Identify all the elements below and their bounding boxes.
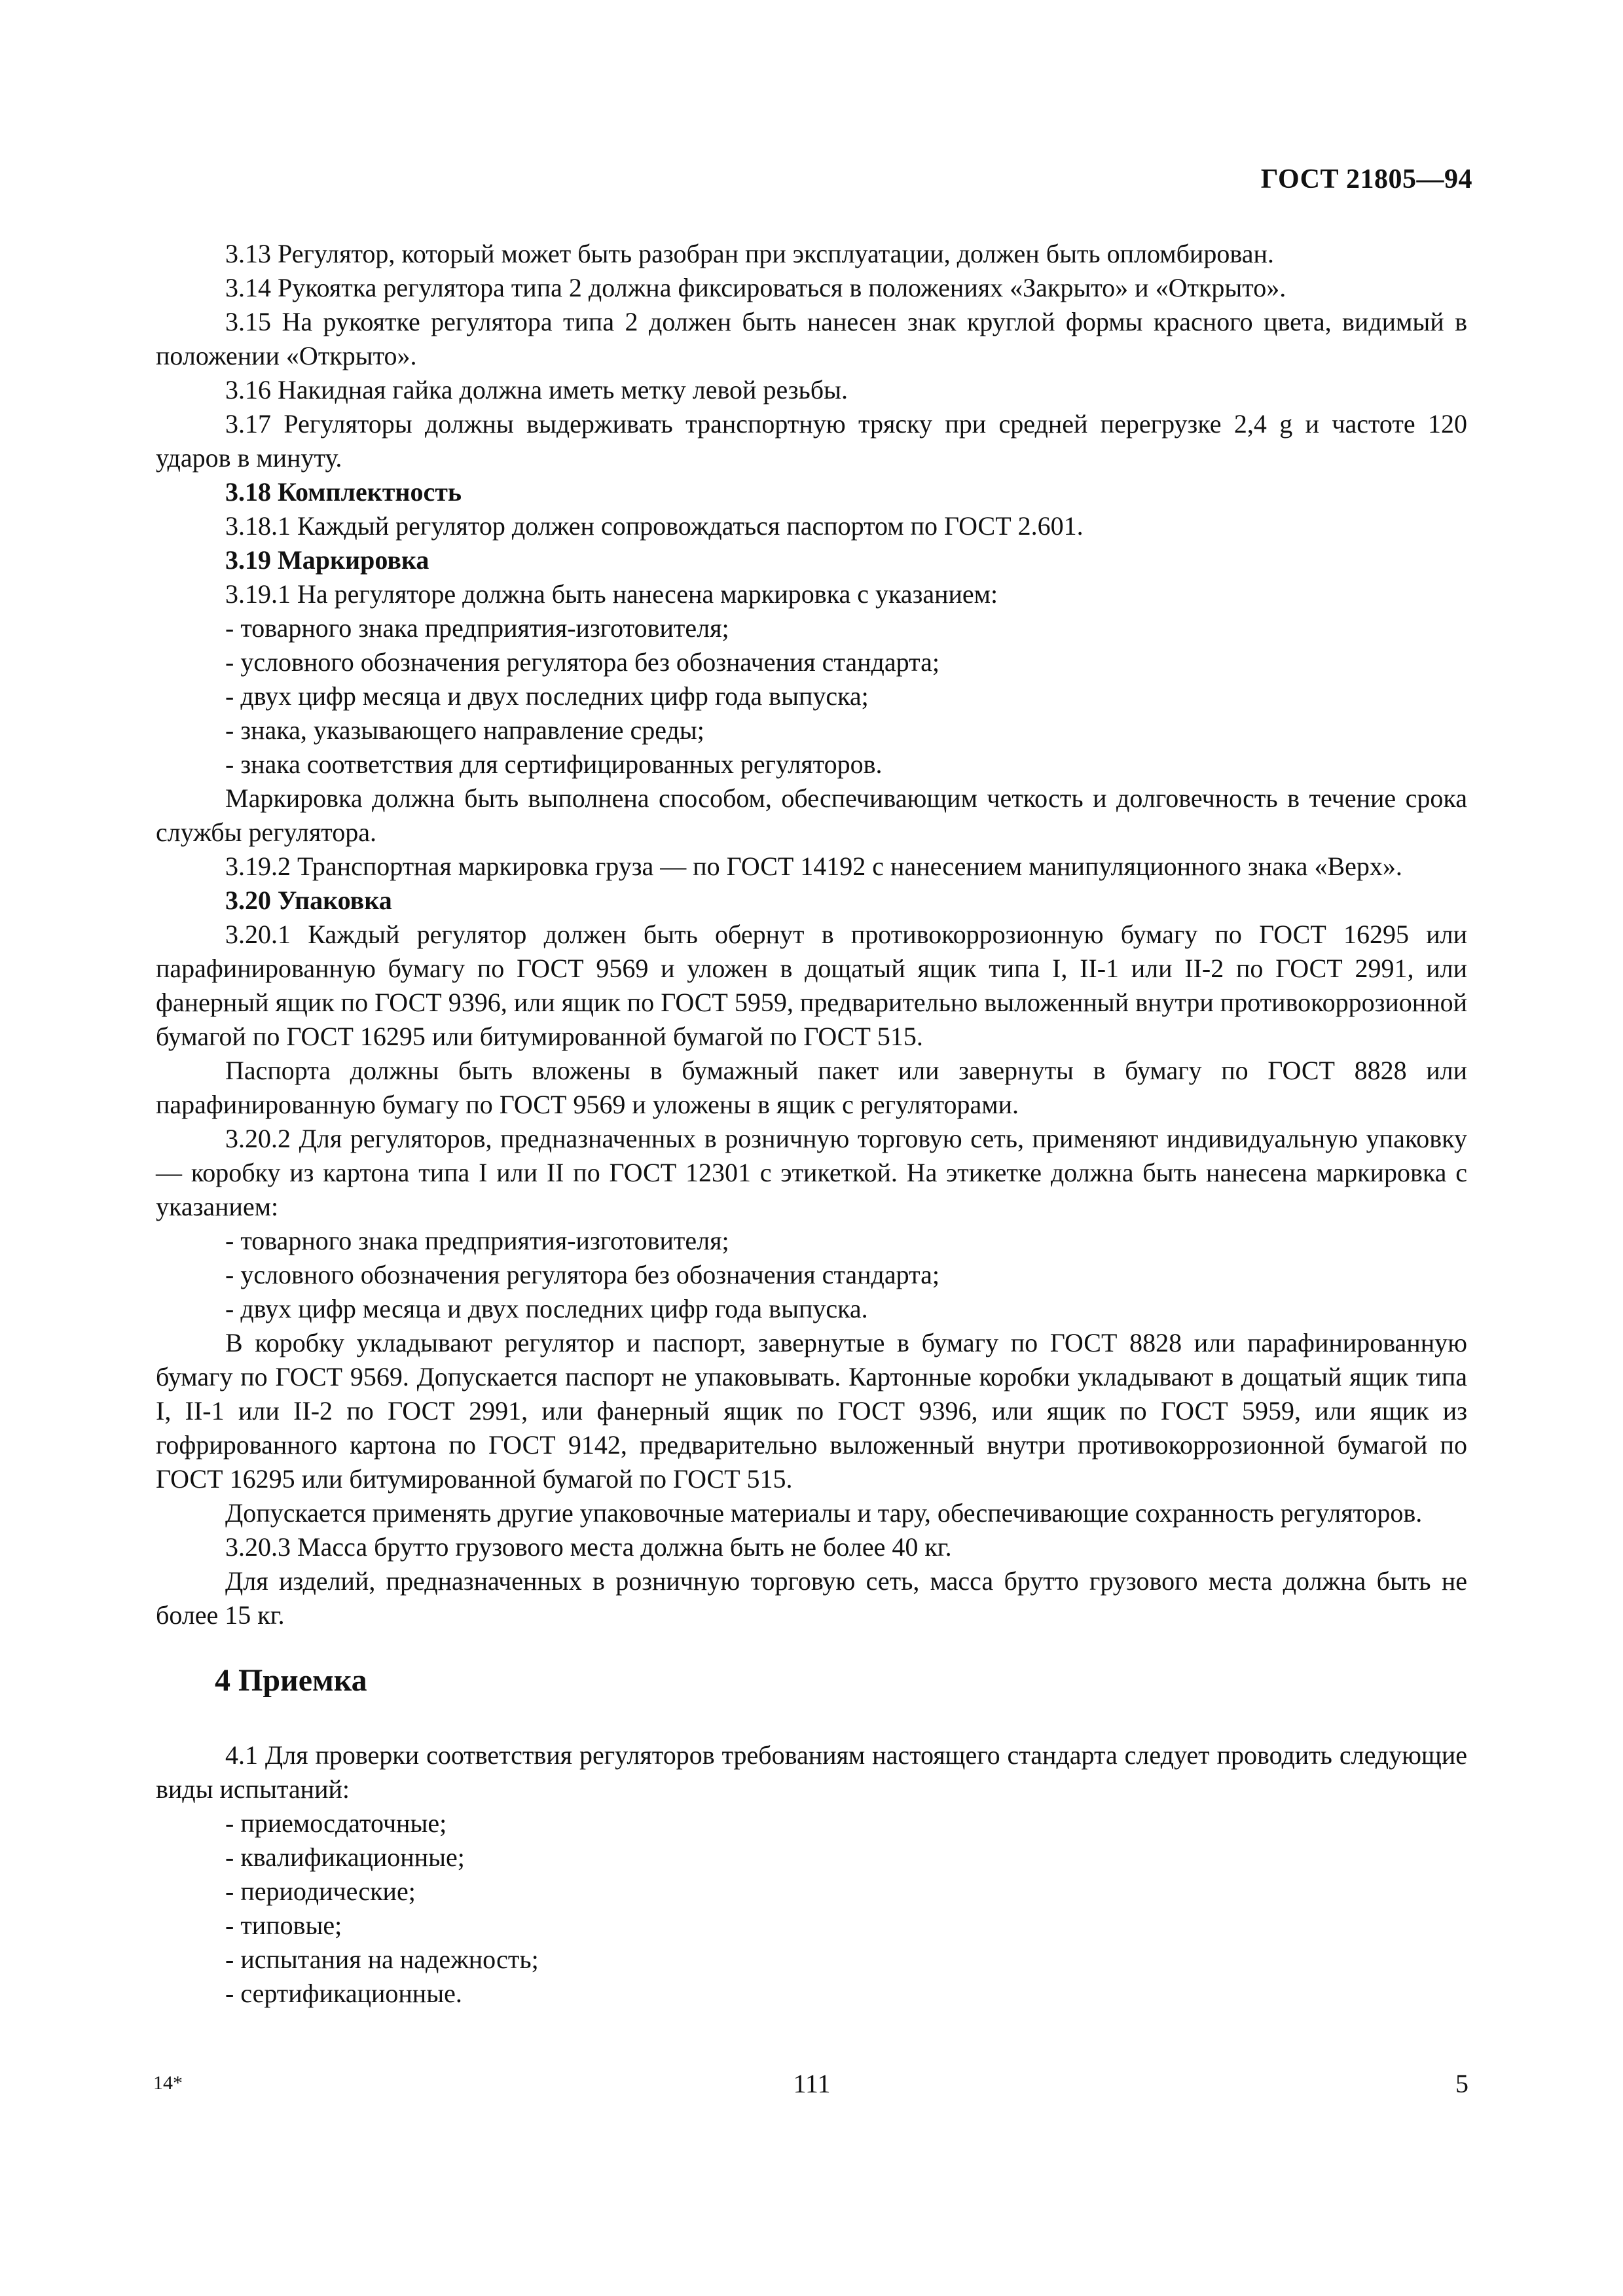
clause-3-19-1: 3.19.1 На регуляторе должна быть нанесена маркировка с указанием: xyxy=(225,579,998,609)
paragraph: Паспорта должны быть вложены в бумажный пакет или завернуты в бумагу по ГОСТ 8828 или парафинированную бумагу по ГОСТ 9569 и уложены в ящик с регуляторами. xyxy=(156,1056,1467,1119)
list-item: - условного обозначения регулятора без обозначения стандарта; xyxy=(225,1260,939,1289)
clause-3-19-2: 3.19.2 Транспортная маркировка груза — по ГОСТ 14192 с нанесением манипуляционного знака «Верх». xyxy=(225,852,1402,881)
clause-3-20-1: 3.20.1 Каждый регулятор должен быть обернут в противокоррозионную бумагу по ГОСТ 16295 или парафинированную бумагу по ГОСТ 9569 и уложен в дощатый ящик типа I, II-1 или II-2 по ГОСТ 2991, или фанерный ящик по ГОСТ 9396, или ящик по ГОСТ 5959, предварительно выложенный внутри противокоррозионной бумагой по ГОСТ 16295 или битумированной бумагой по ГОСТ 515. xyxy=(156,920,1467,1051)
page-number: 5 xyxy=(1455,2069,1468,2098)
clause-3-14: 3.14 Рукоятка регулятора типа 2 должна фиксироваться в положениях «Закрыто» и «Открыто». xyxy=(225,273,1286,302)
list-item: - квалификационные; xyxy=(225,1842,465,1872)
document-body xyxy=(156,237,1467,2011)
list-item: - периодические; xyxy=(225,1876,416,1906)
footer-sheet-mark: 14* xyxy=(153,2072,183,2094)
list-item: - знака, указывающего направление среды; xyxy=(225,715,704,745)
subheading-3-20: 3.20 Упаковка xyxy=(225,886,392,915)
list-item: - сертификационные. xyxy=(225,1979,462,2008)
clause-3-20-2: 3.20.2 Для регуляторов, предназначенных в розничную торговую сеть, применяют индивидуальную упаковку — коробку из картона типа I или II по ГОСТ 12301 с этикеткой. На этикетке должна быть нанесена маркировка с указанием: xyxy=(156,1124,1467,1221)
list-item: - товарного знака предприятия-изготовителя; xyxy=(225,1226,729,1255)
list-item: - испытания на надежность; xyxy=(225,1945,539,1974)
paragraph: Маркировка должна быть выполнена способом, обеспечивающим четкость и долговечность в течение срока службы регулятора. xyxy=(156,783,1467,847)
clause-3-13: 3.13 Регулятор, который может быть разобран при эксплуатации, должен быть опломбирован. xyxy=(225,239,1274,268)
clause-3-16: 3.16 Накидная гайка должна иметь метку левой резьбы. xyxy=(225,375,848,404)
clause-4-1: 4.1 Для проверки соответствия регуляторов требованиям настоящего стандарта следует проводить следующие виды испытаний: xyxy=(156,1740,1467,1804)
list-item: - товарного знака предприятия-изготовителя; xyxy=(225,613,729,643)
paragraph: Для изделий, предназначенных в розничную торговую сеть, масса брутто грузового места должна быть не более 15 кг. xyxy=(156,1566,1467,1630)
subheading-3-19: 3.19 Маркировка xyxy=(225,545,429,575)
list-item: - условного обозначения регулятора без обозначения стандарта; xyxy=(225,647,939,677)
list-item: - знака соответствия для сертифицированных регуляторов. xyxy=(225,749,883,779)
paragraph: В коробку укладывают регулятор и паспорт, завернутые в бумагу по ГОСТ 8828 или парафинированную бумагу по ГОСТ 9569. Допускается паспорт не упаковывать. Картонные коробки укладывают в дощатый ящик типа I, II-1 или II-2 по ГОСТ 2991, или фанерный ящик по ГОСТ 9396, или ящик по ГОСТ 5959, или ящик из гофрированного картона по ГОСТ 9142, предварительно выложенный внутри противокоррозионной бумагой по ГОСТ 16295 или битумированной бумагой по ГОСТ 515. xyxy=(156,1328,1467,1494)
clause-3-20-3: 3.20.3 Масса брутто грузового места должна быть не более 40 кг. xyxy=(225,1532,952,1562)
list-item: - типовые; xyxy=(225,1910,342,1940)
clause-3-18-1: 3.18.1 Каждый регулятор должен сопровождаться паспортом по ГОСТ 2.601. xyxy=(225,511,1084,541)
clause-3-15: 3.15 На рукоятке регулятора типа 2 должен быть нанесен знак круглой формы красного цвета, видимый в положении «Открыто». xyxy=(156,307,1467,370)
section-heading-4: 4 Приемка xyxy=(215,1663,367,1698)
list-item: - приемосдаточные; xyxy=(225,1808,447,1838)
subheading-3-18: 3.18 Комплектность xyxy=(225,477,462,507)
clause-3-17: 3.17 Регуляторы должны выдерживать транспортную тряску при средней перегрузке 2,4 g и частоте 120 ударов в минуту. xyxy=(156,409,1467,473)
document-header-id: ГОСТ 21805—94 xyxy=(1260,164,1472,194)
footer-center-number: 111 xyxy=(793,2069,831,2098)
list-item: - двух цифр месяца и двух последних цифр года выпуска; xyxy=(225,681,869,711)
list-item: - двух цифр месяца и двух последних цифр года выпуска. xyxy=(225,1294,868,1323)
paragraph: Допускается применять другие упаковочные материалы и тару, обеспечивающие сохранность регуляторов. xyxy=(225,1498,1423,1528)
